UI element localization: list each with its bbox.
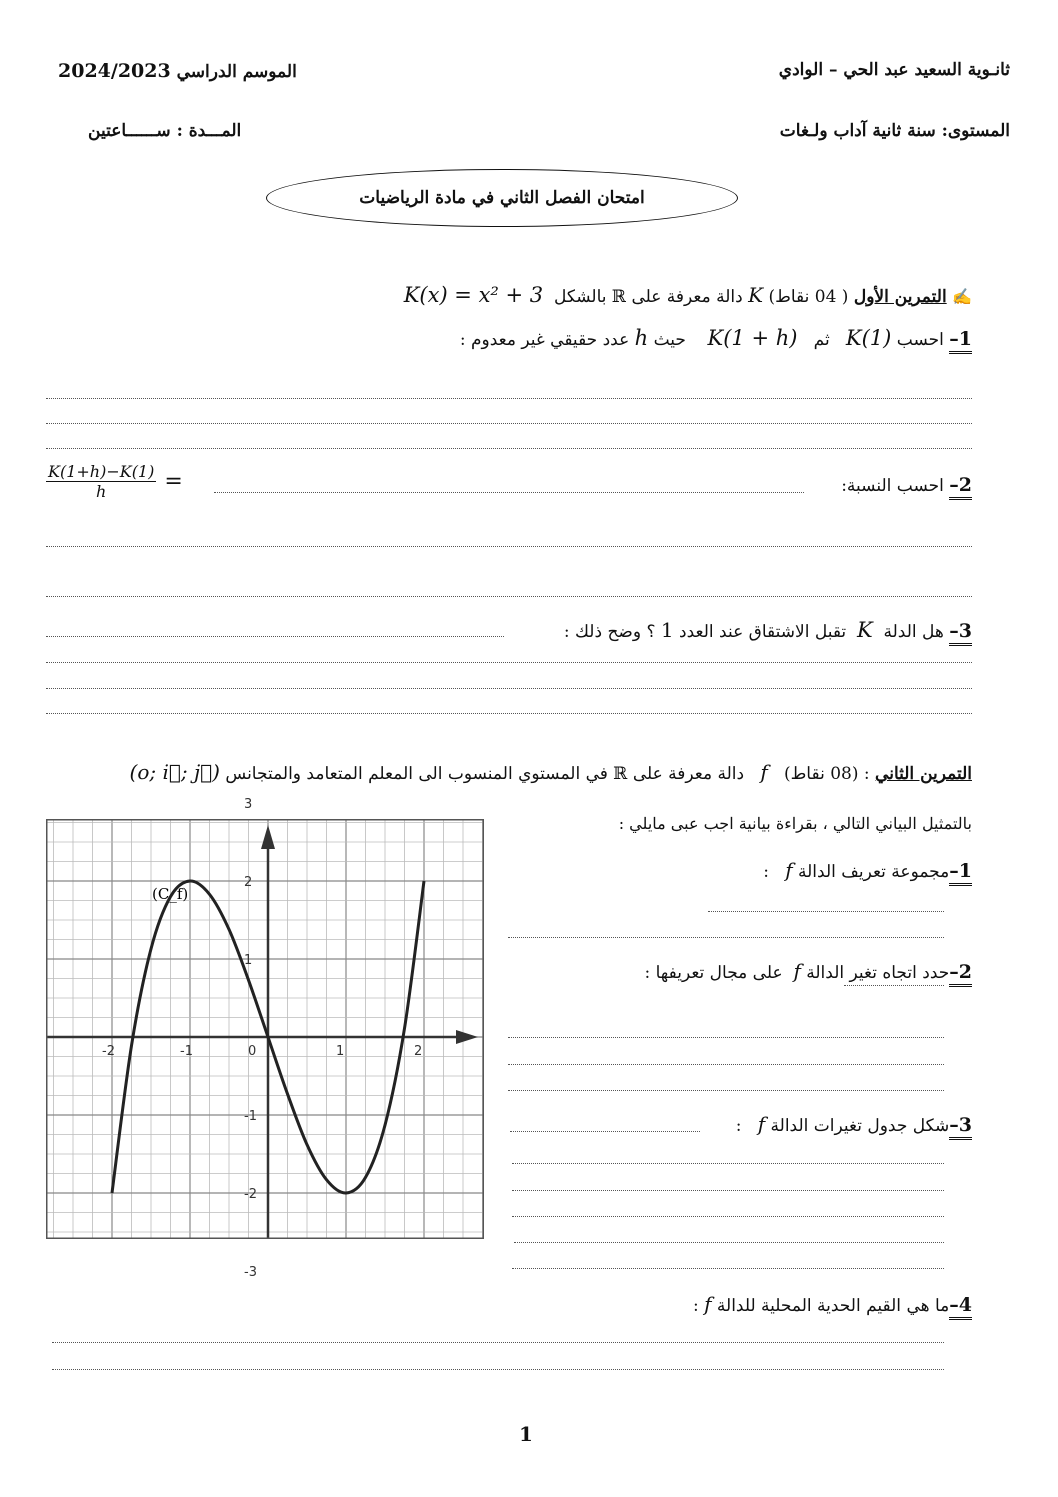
x-tick-label: -2 <box>102 1044 115 1059</box>
y-tick-label: 1 <box>244 953 253 968</box>
answer-line[interactable] <box>508 937 944 938</box>
ex2-q2-number: 2– <box>949 961 972 987</box>
q3-number: 3– <box>949 620 972 646</box>
answer-line[interactable] <box>510 1131 700 1132</box>
exercise2-frame: (o; i⃗; j⃗) <box>129 760 220 784</box>
answer-line[interactable] <box>514 1242 944 1243</box>
exercise1-q2 <box>841 474 972 496</box>
ex2-q3-func: f <box>757 1112 766 1136</box>
y-tick-label: -1 <box>244 1109 257 1124</box>
season-value: 2024/2023 <box>58 60 171 82</box>
season-label: الموسم الدراسي <box>176 62 297 82</box>
ex2-q3-text: شكل جدول تغيرات الدالة <box>770 1116 950 1136</box>
answer-line[interactable] <box>46 596 972 597</box>
answer-line[interactable] <box>844 985 944 986</box>
writing-hand-icon: ✍ <box>952 287 972 306</box>
ex2-q4-text: ما هي القيم الحدية المحلية للدالة <box>716 1296 950 1316</box>
exercise2-q3 <box>736 1112 972 1136</box>
exercise2-points: : (08 نقاط) <box>783 764 870 784</box>
q1-expr1: K(1) <box>845 326 892 350</box>
answer-line[interactable] <box>52 1369 944 1370</box>
answer-line[interactable] <box>512 1190 944 1191</box>
exercise2-func: f <box>760 760 768 784</box>
q1-text-d: عدد حقيقي غير معدوم : <box>459 330 630 350</box>
answer-line[interactable] <box>508 1064 944 1065</box>
answer-line[interactable] <box>512 1216 944 1217</box>
answer-line[interactable] <box>46 546 972 547</box>
ex2-q2-text: حدد اتجاه تغير الدالة <box>806 963 950 983</box>
exercise1-func-name: K <box>748 283 764 307</box>
ratio-numerator: K(1+h)−K(1) <box>48 462 155 481</box>
q3-value: 1 <box>660 618 674 642</box>
ex2-q1-tail: : <box>763 862 769 882</box>
exercise2-header <box>130 760 972 784</box>
q1-var: h <box>634 326 649 350</box>
ratio-denominator: h <box>96 482 107 501</box>
answer-line[interactable] <box>46 688 972 689</box>
ex2-q1-text: مجموعة تعريف الدالة <box>798 862 950 882</box>
ex2-q2-tail: على مجال تعريفها : <box>644 963 783 983</box>
season <box>58 60 297 82</box>
duration: المـــدة : ســــــاعتين <box>88 121 242 141</box>
y-tick-label: 3 <box>244 797 253 812</box>
exercise2-intro: دالة معرفة على ℝ في المستوي المنسوب الى المعلم المتعامد والمتجانس <box>225 764 745 784</box>
page-number: 1 <box>519 1422 533 1446</box>
answer-line[interactable] <box>46 423 972 424</box>
exercise1-title: التمرين الأول <box>853 287 947 307</box>
ex2-q1-func: f <box>785 858 793 882</box>
q2-text: احسب النسبة: <box>841 476 944 496</box>
ratio-equals: = <box>164 469 183 494</box>
exercise2-q2 <box>644 959 972 983</box>
ex2-q3-tail: : <box>735 1116 742 1136</box>
answer-line[interactable] <box>46 713 972 714</box>
ex2-q4-number: 4– <box>949 1294 972 1320</box>
exercise1-points: ( 04 نقاط) <box>768 287 849 307</box>
exercise2-q1 <box>763 858 972 882</box>
level: المستوى: سنة ثانية آداب ولـغات <box>779 121 1010 141</box>
ex2-q4-func: f <box>704 1292 712 1316</box>
answer-line[interactable] <box>52 1342 944 1343</box>
exercise2-line2: بالتمثيل البياني التالي ، بقراءة بيانية اجب عبى مايلي : <box>618 814 972 833</box>
exercise2-title: التمرين الثاني <box>875 764 972 784</box>
q3-text-b: تقبل الاشتقاق عند العدد <box>679 622 847 642</box>
function-graph <box>46 797 484 1280</box>
q1-text-c: حيث <box>653 330 686 350</box>
answer-line[interactable] <box>512 1163 944 1164</box>
y-axis-arrow-icon <box>261 825 275 849</box>
ex2-q4-tail: : <box>692 1296 699 1316</box>
x-tick-label: 1 <box>336 1044 345 1059</box>
answer-line[interactable] <box>46 448 972 449</box>
y-tick-label: -3 <box>244 1265 257 1280</box>
exam-title: امتحان الفصل الثاني في مادة الرياضيات <box>266 169 738 227</box>
exercise1-header <box>404 283 972 307</box>
answer-line[interactable] <box>508 1037 944 1038</box>
ex2-q1-number: 1– <box>949 860 972 886</box>
q3-text-a: هل الدلة <box>883 622 944 642</box>
answer-line[interactable] <box>46 662 972 663</box>
answer-line[interactable] <box>214 492 804 493</box>
exercise1-formula: K(x) = x² + 3 <box>403 283 544 307</box>
exercise1-intro: دالة معرفة على ℝ بالشكل <box>553 287 743 307</box>
exercise2-q4 <box>693 1292 972 1316</box>
q3-func: K <box>856 618 873 642</box>
answer-line[interactable] <box>508 1090 944 1091</box>
answer-line[interactable] <box>46 398 972 399</box>
q1-number: 1– <box>949 328 972 354</box>
answer-line[interactable] <box>708 911 944 912</box>
q1-text-b: ثم <box>813 330 830 350</box>
x-tick-label: -1 <box>180 1044 193 1059</box>
ex2-q3-number: 3– <box>949 1114 972 1140</box>
y-tick-label: 2 <box>244 875 253 890</box>
x-tick-label: 0 <box>248 1044 257 1059</box>
x-axis-arrow-icon <box>456 1030 478 1044</box>
q2-number: 2– <box>949 474 972 500</box>
exercise1-q3 <box>564 618 972 642</box>
curve-label: (C_f) <box>152 885 189 903</box>
y-tick-label: -2 <box>244 1187 257 1202</box>
exercise1-q1 <box>460 326 972 350</box>
ratio-formula <box>46 462 183 501</box>
ex2-q2-func: f <box>793 959 801 983</box>
x-tick-label: 2 <box>414 1044 423 1059</box>
school-name: ثانـوية السعيد عبد الحي – الوادي <box>778 60 1010 80</box>
q1-text-a: احسب <box>896 330 944 350</box>
answer-line[interactable] <box>46 636 504 637</box>
q1-expr2: K(1 + h) <box>707 326 798 350</box>
q3-text-c: ؟ وضح ذلك : <box>563 622 656 642</box>
answer-line[interactable] <box>512 1268 944 1269</box>
